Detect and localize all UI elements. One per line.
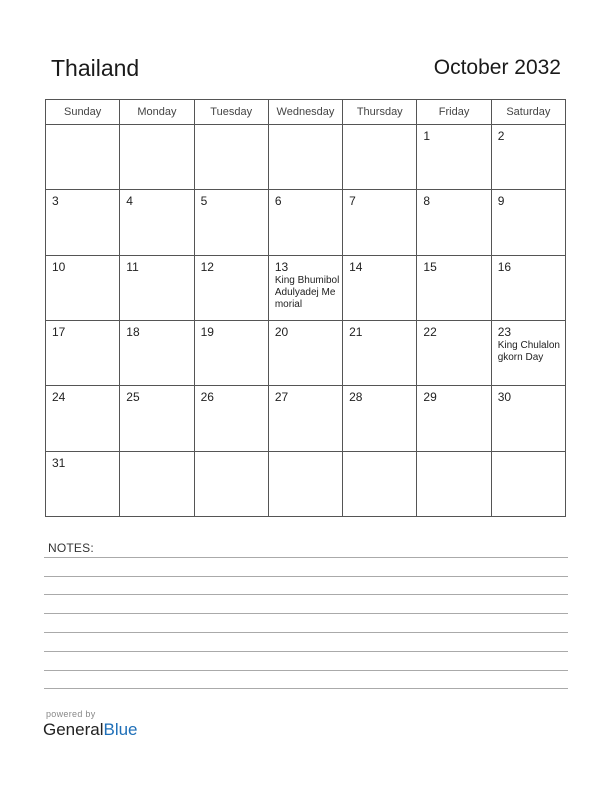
day-cell xyxy=(491,125,565,190)
note-line xyxy=(44,576,568,577)
day-cell xyxy=(46,125,120,190)
brand-logo[interactable] xyxy=(43,720,138,740)
day-number: 30 xyxy=(497,390,512,405)
day-number: 6 xyxy=(274,194,282,209)
day-cell xyxy=(46,255,120,320)
day-cell xyxy=(417,255,491,320)
day-cell xyxy=(194,320,268,385)
day-cell xyxy=(491,190,565,255)
day-cell xyxy=(268,386,342,451)
day-cell xyxy=(194,190,268,255)
day-cell xyxy=(417,125,491,190)
day-number: 29 xyxy=(423,390,437,405)
weekday-sunday: Sunday xyxy=(46,100,120,125)
day-cell xyxy=(343,190,417,255)
day-cell xyxy=(194,125,268,190)
day-number: 23 xyxy=(497,324,512,339)
day-number: 10 xyxy=(52,259,66,274)
day-cell xyxy=(491,320,565,385)
day-cell xyxy=(417,190,491,255)
day-cell xyxy=(491,386,565,451)
day-number: 4 xyxy=(126,194,133,209)
day-number: 25 xyxy=(126,390,140,405)
day-number: 19 xyxy=(200,324,214,339)
day-number: 22 xyxy=(423,324,437,339)
day-cell xyxy=(120,255,194,320)
day-number: 15 xyxy=(423,259,437,274)
day-cell xyxy=(343,386,417,451)
day-cell xyxy=(343,255,417,320)
day-number: 24 xyxy=(52,390,66,405)
note-line xyxy=(44,594,568,595)
weekday-tuesday: Tuesday xyxy=(194,100,268,125)
day-number: 21 xyxy=(349,324,363,339)
note-line xyxy=(44,651,568,652)
note-line xyxy=(44,688,568,689)
day-number: 2 xyxy=(497,129,505,143)
day-cell xyxy=(343,125,417,190)
day-cell xyxy=(194,451,268,516)
note-line xyxy=(44,632,568,633)
week-row xyxy=(46,125,566,190)
day-cell xyxy=(491,451,565,516)
day-number: 3 xyxy=(52,194,59,209)
day-cell xyxy=(417,451,491,516)
weekday-friday: Friday xyxy=(417,100,491,125)
day-cell xyxy=(46,386,120,451)
calendar-grid xyxy=(45,99,566,517)
country-title: Thailand xyxy=(51,55,140,81)
week-row xyxy=(46,190,566,255)
weekday-thursday: Thursday xyxy=(343,100,417,125)
day-cell xyxy=(194,255,268,320)
day-number: 28 xyxy=(349,390,363,405)
notes-label: NOTES: xyxy=(48,541,94,555)
week-row xyxy=(46,386,566,451)
weekday-saturday: Saturday xyxy=(491,100,565,125)
day-number: 31 xyxy=(52,455,66,470)
day-cell xyxy=(120,190,194,255)
day-cell xyxy=(268,190,342,255)
weekday-wednesday: Wednesday xyxy=(268,100,342,125)
day-cell xyxy=(417,386,491,451)
day-cell xyxy=(46,190,120,255)
holiday-label: King Bhumibol Adulyadej Memorial xyxy=(274,274,340,310)
brand-blue: Blue xyxy=(103,720,138,739)
note-line xyxy=(44,557,568,558)
day-cell xyxy=(491,255,565,320)
day-cell xyxy=(120,386,194,451)
day-number: 11 xyxy=(126,259,139,274)
day-number: 1 xyxy=(423,129,431,143)
month-year-title: October 2032 xyxy=(433,56,561,79)
day-number: 5 xyxy=(200,194,208,209)
day-number: 9 xyxy=(497,194,505,209)
week-row xyxy=(46,255,566,320)
day-cell xyxy=(268,125,342,190)
day-number: 20 xyxy=(274,324,289,339)
day-cell xyxy=(268,320,342,385)
day-cell xyxy=(120,125,194,190)
week-row xyxy=(46,451,566,516)
day-number: 12 xyxy=(200,259,214,274)
day-cell xyxy=(46,320,120,385)
day-cell xyxy=(120,451,194,516)
holiday-label: King Chulalongkorn Day xyxy=(497,339,560,363)
day-number: 16 xyxy=(497,259,512,274)
day-cell xyxy=(268,451,342,516)
day-cell xyxy=(194,386,268,451)
powered-by-text: powered by xyxy=(46,709,96,719)
day-number: 14 xyxy=(349,259,363,274)
day-number: 27 xyxy=(274,390,289,405)
day-number: 18 xyxy=(126,324,140,339)
day-cell xyxy=(343,451,417,516)
day-number: 8 xyxy=(423,194,431,209)
week-row xyxy=(46,320,566,385)
weekday-header-row xyxy=(46,100,566,125)
day-cell xyxy=(46,451,120,516)
day-cell xyxy=(417,320,491,385)
day-number: 13 xyxy=(274,259,289,274)
day-number: 17 xyxy=(52,324,66,339)
brand-general: General xyxy=(43,720,104,739)
weekday-monday: Monday xyxy=(120,100,194,125)
note-line xyxy=(44,670,568,671)
day-number: 26 xyxy=(200,390,214,405)
note-line xyxy=(44,613,568,614)
day-cell xyxy=(268,255,342,320)
day-cell xyxy=(343,320,417,385)
day-number: 7 xyxy=(349,194,356,209)
day-cell xyxy=(120,320,194,385)
